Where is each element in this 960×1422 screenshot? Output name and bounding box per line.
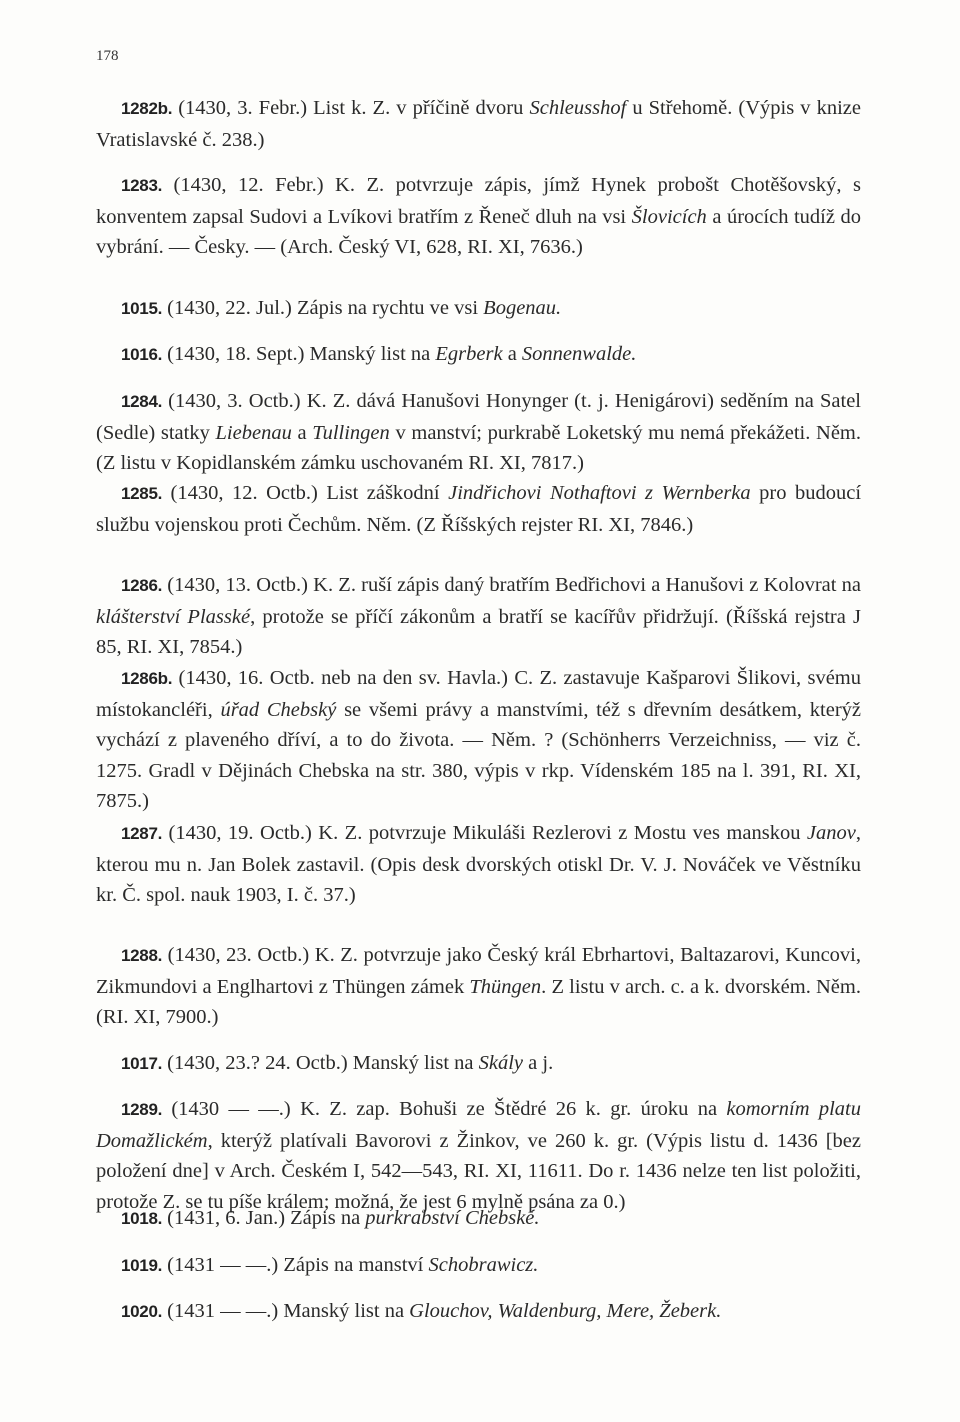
entry-text: a úrocích tudíž do vybrání. — Česky. — (Arch. Český VI, 628, RI. XI, 7636.)	[96, 205, 862, 258]
entry	[96, 170, 861, 263]
entry	[96, 1296, 861, 1328]
entry-number: 1020.	[121, 1302, 163, 1321]
entry-text: . Z listu v arch. c. a k. dvorském. Něm. (RI. XI, 7900.)	[96, 975, 861, 1028]
entry-text-italic: Tullingen	[312, 421, 390, 444]
entry-text: (1430, 12. Febr.) K. Z. potvrzuje zápis, jímž Hynek probošt Chotěšovský, s konventem zapsal Sudovi a Lvíkovi bratřím z Řeneč dluh na vsi	[96, 174, 861, 228]
entry	[96, 386, 861, 479]
entry-text: (1431 — —.) Zápis na manství	[162, 1254, 429, 1276]
entry-text-italic: Skály	[478, 1052, 524, 1074]
entry-number: 1285.	[121, 484, 163, 503]
entry-number: 1018.	[121, 1209, 163, 1228]
entry-text: u Střehomě. (Výpis v knize Vratislavské č. 238.)	[96, 97, 861, 151]
entry-number: 1286b.	[121, 669, 173, 688]
entry-text: , protože se příčí zákonům a bratří se kacířův přidržují. (Říšská rejstra J 85, RI. XI, 7854.)	[96, 605, 861, 658]
entry-text-italic: Egrberk	[435, 343, 503, 365]
entry-number: 1282b.	[121, 99, 173, 118]
entry-text: (1430, 3. Octb.) K. Z. dává Hanušovi Honynger (t. j. Henigárovi) seděním na Satel (Sedle) statky	[96, 390, 861, 444]
entry-text: (1430, 23. Octb.) K. Z. potvrzuje jako Český král Ebrhartovi, Baltazarovi, Kuncovi, Zikmundovi a Englhartovi z Thüngen zámek	[96, 944, 861, 998]
entry	[96, 339, 861, 371]
entry-text-italic: Glouchov, Waldenburg, Mere, Žeberk.	[409, 1300, 722, 1322]
entry-text-italic: klášterství Plasské	[96, 605, 251, 628]
entry-text-italic: Šlovicích	[631, 205, 707, 228]
entry	[96, 818, 861, 911]
entry-number: 1286.	[121, 576, 163, 595]
entry	[96, 663, 861, 817]
entry-text: a	[502, 343, 522, 365]
entry-number: 1015.	[121, 299, 163, 318]
entry	[96, 940, 861, 1033]
entry-text: v manství; purkrabě Loketský mu nemá překážeti. Něm. (Z listu v Kopidlanském zámku uschovaném RI. XI, 7817.)	[96, 421, 861, 474]
entry-text-italic: Schleusshof	[529, 97, 627, 119]
entry-text-italic: purkrabství Chebské.	[365, 1207, 540, 1229]
entry-number: 1283.	[121, 176, 163, 195]
entry-text: (1431 — —.) Manský list na	[162, 1300, 410, 1322]
entry-text: a j.	[523, 1052, 554, 1074]
entry-number: 1288.	[121, 946, 163, 965]
entry	[96, 1250, 861, 1282]
entry-text: , kterýž platívali Bavorovi z Žinkov, ve 260 k. gr. (Výpis listu d. 1436 [bez položení dne] v Arch. Českém I, 542—543, RI. XI, 11611. Do r. 1436 nelze ten list položiti, protože Z. se tu píše králem; možná, že jest 6 mylně psána za 0.)	[96, 1129, 861, 1213]
entry	[96, 1203, 861, 1235]
entry	[96, 93, 861, 155]
entry-text: (1430, 12. Octb.) List záškodní	[162, 482, 449, 504]
entry-text: a	[291, 421, 313, 444]
entry	[96, 478, 861, 540]
entry-text-italic: Jindřichovi Nothaftovi z Wernberka	[448, 482, 751, 504]
entry-text-italic: úřad Chebský	[220, 698, 337, 721]
entry	[96, 1048, 861, 1080]
entry-text-italic: komorním platu Domažlickém	[96, 1098, 861, 1152]
entry-text-italic: Janov	[806, 822, 856, 844]
entry-text: (1430, 22. Jul.) Zápis na rychtu ve vsi	[162, 297, 484, 319]
entry-number: 1287.	[121, 824, 163, 843]
entry-text-italic: Liebenau	[215, 421, 292, 444]
entry-text: (1431, 6. Jan.) Zápis na	[162, 1207, 366, 1229]
entry-number: 1019.	[121, 1256, 163, 1275]
entry-text: , kterou mu n. Jan Bolek zastavil. (Opis desk dvorských otiskl Dr. V. J. Nováček ve Věstníku kr. Č. spol. nauk 1903, I. č. 37.)	[96, 822, 861, 906]
entry-text: (1430, 23.? 24. Octb.) Manský list na	[162, 1052, 479, 1074]
entry-text-italic: Bogenau.	[483, 297, 562, 319]
entry-text: (1430, 13. Octb.) K. Z. ruší zápis daný bratřím Bedřichovi a Hanušovi z Kolovrat na	[162, 574, 861, 596]
entry-text-italic: Thüngen	[469, 975, 542, 998]
entry-text-italic: Schobrawicz.	[428, 1254, 539, 1276]
entry-text: (1430, 16. Octb. neb na den sv. Havla.) C. Z. zastavuje Kašparovi Šlikovi, svému místokancléři,	[96, 667, 861, 721]
entry-text: pro budoucí službu vojenskou proti Čechům. Něm. (Z Říšských rejster RI. XI, 7846.)	[96, 482, 862, 536]
entry-text-italic: Sonnenwalde.	[521, 343, 637, 365]
entry-text: (1430, 18. Sept.) Manský list na	[162, 343, 436, 365]
entry-text: (1430, 19. Octb.) K. Z. potvrzuje Mikuláši Rezlerovi z Mostu ves manskou	[162, 822, 807, 844]
entry	[96, 1094, 861, 1217]
entry-number: 1284.	[121, 392, 163, 411]
entry-text: (1430, 3. Febr.) List k. Z. v příčině dvoru	[172, 97, 530, 119]
entry-number: 1016.	[121, 345, 163, 364]
entry-number: 1017.	[121, 1054, 163, 1073]
entry-text: (1430 — —.) K. Z. zap. Bohuši ze Štědré 26 k. gr. úroku na	[162, 1098, 727, 1120]
entry-text: se všemi právy a manstvími, též s dřevním desátkem, kterýž vychází z plaveného dříví, a to do života. — Něm. ? (Schönherrs Verzeichniss, — viz č. 1275. Gradl v Dějinách Chebska na str. 380, výpis v rkp. Vídenském 185 na l. 391, RI. XI, 7875.)	[96, 698, 861, 812]
entry	[96, 293, 861, 325]
page-number: 178	[96, 48, 119, 64]
entry	[96, 570, 861, 663]
entry-number: 1289.	[121, 1100, 163, 1119]
